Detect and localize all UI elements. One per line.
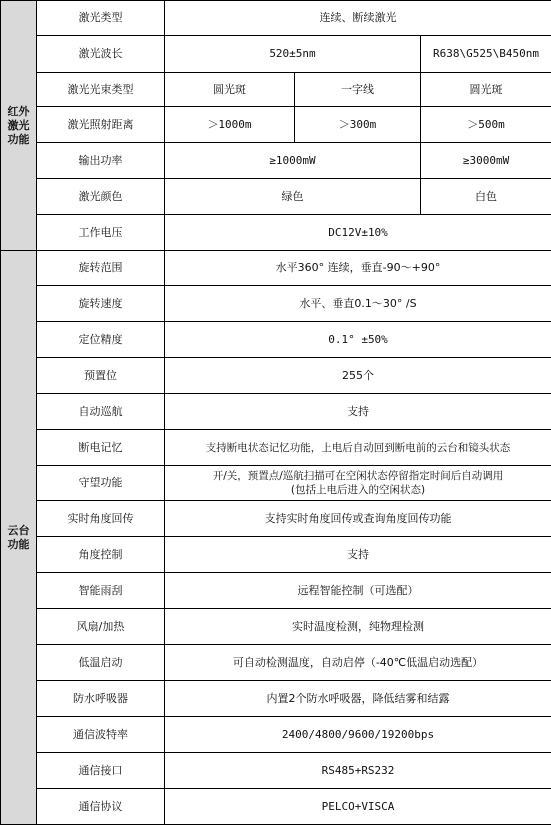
table-row bbox=[1, 1, 551, 36]
row-value: 可自动检测温度，自动启停（-40℃低温启动选配） bbox=[165, 645, 551, 681]
row-label: 激光光束类型 bbox=[37, 73, 165, 107]
row-label: 激光照射距离 bbox=[37, 107, 165, 143]
table-row bbox=[1, 251, 551, 286]
row-label: 断电记忆 bbox=[37, 430, 165, 466]
row-label: 工作电压 bbox=[37, 215, 165, 251]
table-row bbox=[1, 179, 551, 215]
row-value-line: 开/关，预置点/巡航扫描可在空闲状态停留指定时间后自动调用 bbox=[212, 470, 504, 482]
row-value: PELCO+VISCA bbox=[165, 789, 551, 825]
table-row bbox=[1, 394, 551, 430]
row-value-line: (包括上电后进入的空闲状态) bbox=[290, 484, 426, 496]
row-value: 支持 bbox=[165, 394, 551, 430]
row-value: ＞1000m bbox=[165, 107, 295, 143]
row-value: 520±5nm bbox=[165, 36, 421, 73]
row-value: RS485+RS232 bbox=[165, 753, 551, 789]
row-value: ＞300m bbox=[295, 107, 421, 143]
row-value: 白色 bbox=[421, 179, 551, 215]
row-label: 定位精度 bbox=[37, 322, 165, 358]
table-row bbox=[1, 286, 551, 322]
table-row bbox=[1, 107, 551, 143]
row-value: 绿色 bbox=[165, 179, 421, 215]
row-label: 实时角度回传 bbox=[37, 501, 165, 537]
table-row bbox=[1, 537, 551, 573]
row-label: 智能雨刮 bbox=[37, 573, 165, 609]
table-row bbox=[1, 609, 551, 645]
row-label: 激光类型 bbox=[37, 1, 165, 36]
table-row bbox=[1, 717, 551, 753]
row-value: 支持断电状态记忆功能，上电后自动回到断电前的云台和镜头状态 bbox=[165, 430, 551, 466]
table-row bbox=[1, 501, 551, 537]
row-label: 自动巡航 bbox=[37, 394, 165, 430]
row-label: 通信接口 bbox=[37, 753, 165, 789]
row-value: 远程智能控制（可选配） bbox=[165, 573, 551, 609]
table-row bbox=[1, 573, 551, 609]
row-value-multiline bbox=[165, 466, 551, 501]
row-value: 圆光斑 bbox=[165, 73, 295, 107]
row-label: 通信协议 bbox=[37, 789, 165, 825]
category-laser: 红外激光功能 bbox=[1, 1, 37, 251]
table-row bbox=[1, 322, 551, 358]
row-value: ≥1000mW bbox=[165, 143, 421, 179]
row-label: 守望功能 bbox=[37, 466, 165, 501]
row-label: 预置位 bbox=[37, 358, 165, 394]
table-row bbox=[1, 645, 551, 681]
row-label: 通信波特率 bbox=[37, 717, 165, 753]
row-value: 一字线 bbox=[295, 73, 421, 107]
table-row bbox=[1, 753, 551, 789]
category-ptz: 云台功能 bbox=[1, 251, 37, 825]
row-label: 角度控制 bbox=[37, 537, 165, 573]
row-value: 水平360° 连续，垂直-90～+90° bbox=[165, 251, 551, 286]
table-row bbox=[1, 430, 551, 466]
row-label: 旋转范围 bbox=[37, 251, 165, 286]
row-label: 低温启动 bbox=[37, 645, 165, 681]
row-label: 激光颜色 bbox=[37, 179, 165, 215]
table-row bbox=[1, 466, 551, 501]
row-value: 0.1° ±50% bbox=[165, 322, 551, 358]
row-label: 防水呼吸器 bbox=[37, 681, 165, 717]
row-value: R638\G525\B450nm bbox=[421, 36, 551, 73]
row-value: 支持实时角度回传或查询角度回传功能 bbox=[165, 501, 551, 537]
row-label: 输出功率 bbox=[37, 143, 165, 179]
row-value: 2400/4800/9600/19200bps bbox=[165, 717, 551, 753]
row-value: ≥3000mW bbox=[421, 143, 551, 179]
row-label: 风扇/加热 bbox=[37, 609, 165, 645]
table-row bbox=[1, 73, 551, 107]
row-value: 圆光斑 bbox=[421, 73, 551, 107]
row-value: ＞500m bbox=[421, 107, 551, 143]
row-value: 连续、断续激光 bbox=[165, 1, 551, 36]
table-row bbox=[1, 358, 551, 394]
row-value: 内置2个防水呼吸器，降低结雾和结露 bbox=[165, 681, 551, 717]
row-value: 水平、垂直0.1～30° /S bbox=[165, 286, 551, 322]
table-row bbox=[1, 215, 551, 251]
table-row bbox=[1, 681, 551, 717]
table-row bbox=[1, 789, 551, 825]
table-row bbox=[1, 143, 551, 179]
row-value: DC12V±10% bbox=[165, 215, 551, 251]
row-label: 旋转速度 bbox=[37, 286, 165, 322]
row-value: 255个 bbox=[165, 358, 551, 394]
table-row bbox=[1, 36, 551, 73]
row-value: 实时温度检测，纯物理检测 bbox=[165, 609, 551, 645]
row-value: 支持 bbox=[165, 537, 551, 573]
row-label: 激光波长 bbox=[37, 36, 165, 73]
